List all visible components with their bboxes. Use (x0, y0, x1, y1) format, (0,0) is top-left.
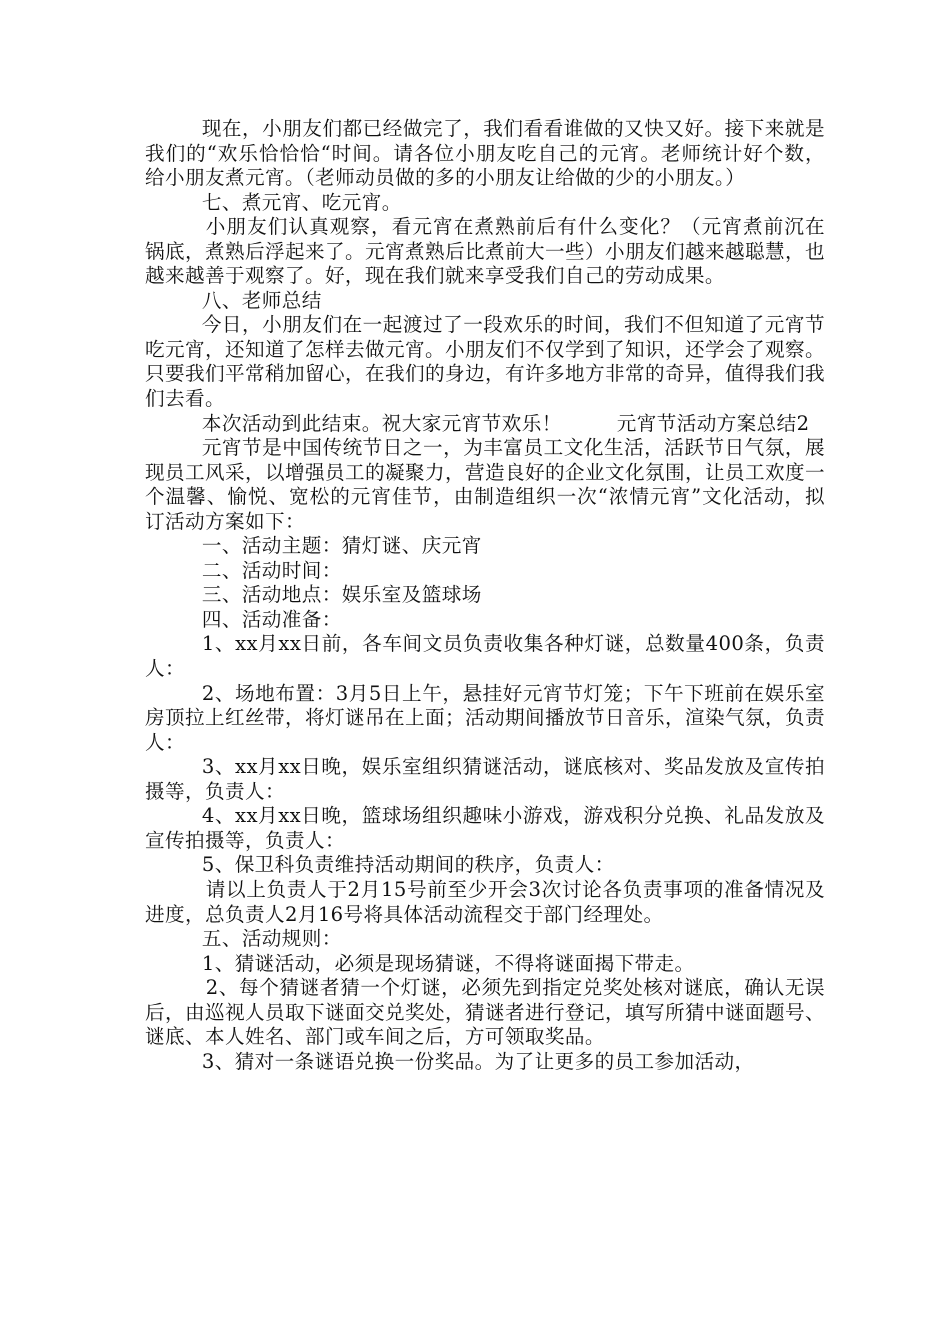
list-item: 2、场地布置：3月5日上午，悬挂好元宵节灯笼；下午下班前在娱乐室房顶拉上红丝带，将灯谜吊在上面；活动期间播放节日音乐，渲染气氛，负责人： (145, 681, 825, 754)
section-heading: 三、活动地点：娱乐室及篮球场 (201, 583, 482, 607)
list-item: 1、xx月xx日前，各车间文员负责收集各种灯谜，总数量400条，负责人： (145, 632, 825, 681)
closing-paragraph (145, 412, 825, 437)
section-heading: 二、活动时间： (201, 558, 342, 582)
paragraph: 元宵节是中国传统节日之一，为丰富员工文化生活，活跃节日气氛，展现员工风采，以增强员工的凝聚力，营造良好的企业文化氛围，让员工欢度一个温馨、愉悦、宽松的元宵佳节，由制造组织一次“浓情元宵”文化活动，拟订活动方案如下： (145, 436, 825, 533)
section-heading: 七、煮元宵、吃元宵。 (201, 190, 402, 214)
paragraph: 请以上负责人于2月15号前至少开会3次讨论各负责事项的准备情况及进度，总负责人2月16号将具体活动流程交于部门经理处。 (145, 877, 825, 926)
list-item: 5、保卫科负责维持活动期间的秩序，负责人： (201, 853, 615, 877)
document-title: 元宵节活动方案总结2 (616, 411, 810, 435)
paragraph: 现在，小朋友们都已经做完了，我们看看谁做的又快又好。接下来就是我们的“欢乐恰恰恰“时间。请各位小朋友吃自己的元宵。老师统计好个数，给小朋友煮元宵。（老师动员做的多的小朋友让给做的少的小朋友。） (145, 117, 825, 190)
section-heading: 五、活动规则： (201, 927, 342, 951)
section-heading: 一、活动主题：猜灯谜、庆元宵 (201, 534, 482, 558)
list-item: 2、每个猜谜者猜一个灯谜，必须先到指定兑奖处核对谜底，确认无误后，由巡视人员取下谜面交兑奖处，猜谜者进行登记，填写所猜中谜面题号、谜底、本人姓名、部门或车间之后，方可领取奖品。 (145, 976, 825, 1049)
list-item: 3、猜对一条谜语兑换一份奖品。为了让更多的员工参加活动， (201, 1049, 755, 1073)
paragraph: 今日，小朋友们在一起渡过了一段欢乐的时间，我们不但知道了元宵节吃元宵，还知道了怎样去做元宵。小朋友们不仅学到了知识，还学会了观察。只要我们平常稍加留心，在我们的身边，有许多地方非常的奇异，值得我们我们去看。 (145, 313, 825, 411)
list-item: 1、猜谜活动，必须是现场猜谜，不得将谜面揭下带走。 (201, 951, 695, 975)
section-heading: 八、老师总结 (201, 288, 322, 312)
closing-line: 本次活动到此结束。祝大家元宵节欢乐！ (201, 411, 562, 435)
section-heading: 四、活动准备： (201, 607, 342, 631)
paragraph: 小朋友们认真观察，看元宵在煮熟前后有什么变化？（元宵煮前沉在锅底，煮熟后浮起来了。元宵煮熟后比煮前大一些）小朋友们越来越聪慧，也越来越善于观察了。好，现在我们就来享受我们自己的劳动成果。 (145, 215, 825, 288)
document-body (145, 117, 825, 1074)
list-item: 3、xx月xx日晚，娱乐室组织猜谜活动，谜底核对、奖品发放及宣传拍摄等，负责人： (145, 755, 825, 803)
list-item: 4、xx月xx日晚，篮球场组织趣味小游戏，游戏积分兑换、礼品发放及宣传拍摄等，负责人： (145, 804, 825, 852)
